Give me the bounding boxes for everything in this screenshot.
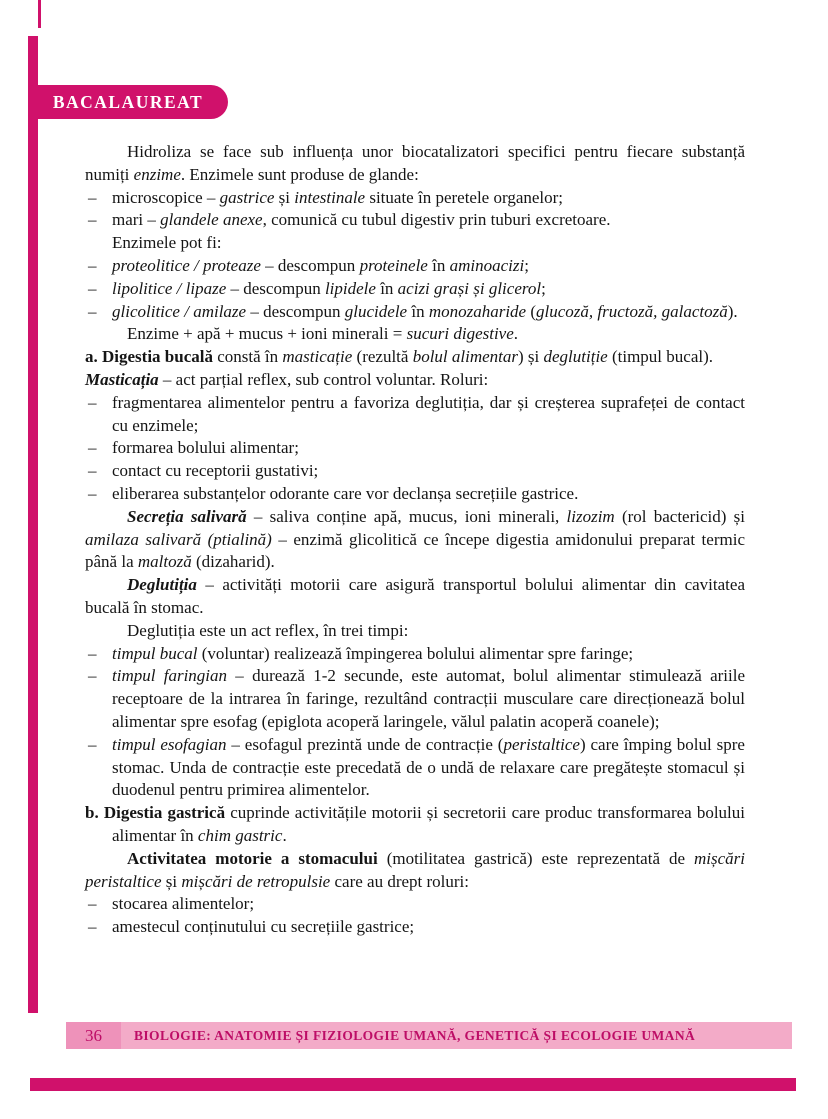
text-run: deglutiție [543,347,608,367]
text-run: bolul alimentar [412,347,518,367]
text-run: Enzime + apă + mucus + ioni minerali = [127,324,407,344]
text-run: b. Digestia gastrică [85,803,226,823]
list-item [85,255,745,278]
dash-marker: – [88,666,97,686]
text-run: enzime [133,164,181,184]
text-run: Deglutiția este un act reflex, în trei timpi: [127,620,409,640]
text-run: ). [727,301,738,321]
dash-marker: – [88,255,97,275]
text-run: lipolitice / lipaze [112,278,227,298]
list-item [85,278,745,301]
text-run: glandele anexe [160,210,263,230]
text-run: sucuri digestive [406,324,514,344]
text-run: lizozim [566,506,615,526]
text-run: ; [541,278,546,298]
footer-title: BIOLOGIE: ANATOMIE ȘI FIZIOLOGIE UMANĂ, GENETICĂ ȘI ECOLOGIE UMANĂ [134,1027,696,1043]
text-run: în [375,278,398,298]
text-run: lipidele [324,278,376,298]
dash-marker: – [88,392,97,412]
page-number: 36 [85,1025,102,1045]
text-run: constă în [212,347,283,367]
text-run: , comunică cu tubul digestiv prin tuburi excretoare. [262,210,611,230]
text-run: (dizaharid). [191,552,275,572]
text-run: timpul esofagian [112,734,227,754]
dash-marker: – [88,643,97,663]
text-run: – activități motorii care asigură transportul bolului alimentar din cavitatea bucală în stomac. [85,575,745,617]
text-run: masticație [282,347,353,367]
text-run: și [274,187,295,207]
left-accent-strip [28,36,38,1013]
list-item [85,209,745,232]
list-item [85,665,745,733]
text-run: gastrice [219,187,275,207]
dash-marker: – [88,301,97,321]
list-item [85,734,745,802]
text-run: Deglutiția [127,575,197,595]
footer-band [66,1022,792,1049]
text-run: contact cu receptorii gustativi; [112,461,319,481]
text-run: . [513,324,519,344]
text-run: glucidele [344,301,408,321]
page-content [85,141,745,939]
list-item [85,643,745,666]
list-item [85,392,745,438]
list-item [85,916,745,939]
text-run: – descompun [226,278,325,298]
text-run: amestecul conținutului cu secrețiile gastrice; [112,917,415,937]
page-number-box [66,1022,121,1049]
text-run: timpul bucal [112,643,198,663]
text-run: – durează 1-2 secunde, este automat, bolul alimentar stimulează ariile receptoare de la intrarea în faringe, rezultând contracții musculare care direcționează bolul alimentar spre esofag (epiglota acoperă laringele, vălul palatin acoperă coanele); [112,666,745,731]
text-run: Secreția salivară [127,506,247,526]
list-item [85,437,745,460]
paragraph [85,323,745,346]
badge-label: BACALAUREAT [52,91,204,112]
list-item [85,483,745,506]
text-run: mișcări de retropulsie [181,871,331,891]
text-run: Enzimele pot fi: [112,233,222,253]
paragraph [85,802,745,848]
text-run: eliberarea substanțelor odorante care vor declanșa secrețiile gastrice. [112,483,579,503]
text-run: Hidroliza se face sub influența unor biocatalizatori specifici pentru fiecare substanță numiți [85,142,745,184]
text-run: ) și [518,347,544,367]
text-run: – descompun [260,255,360,275]
text-run: monozaharide [428,301,527,321]
text-run: situate în peretele organelor; [365,187,564,207]
text-run: peristaltice [503,734,580,754]
text-run: proteolitice / proteaze [112,255,261,275]
paragraph [85,141,745,187]
dash-marker: – [88,438,97,458]
dash-marker: – [88,278,97,298]
text-run: ; [524,255,529,275]
text-run: cuprinde activitățile motorii și secretorii care produc transformarea bolului alimentar în [112,803,746,845]
text-run: stocarea alimentelor; [112,894,255,914]
text-run: glucoză, fructoză, galactoză [536,301,728,321]
paragraph [85,346,745,369]
bottom-accent-bar [30,1078,796,1091]
text-run: (voluntar) realizează împingerea bolului alimentar spre faringe; [197,643,634,663]
text-run: și [161,871,182,891]
dash-marker: – [88,210,97,230]
text-run: – saliva conține apă, mucus, ioni minerali, [246,506,567,526]
text-run: ) care împing bolul spre stomac. Unda de contracție este precedată de o undă de relaxare care pregătește stomacul și duodenul pentru primirea alimentelor. [112,734,745,800]
text-run: în [427,255,450,275]
text-run: ( [526,301,537,321]
text-run: formarea bolului alimentar; [112,438,299,458]
list-item [85,460,745,483]
text-run: amilaza salivară (ptialină) [85,529,272,549]
text-run: microscopice – [112,187,220,207]
paragraph [85,848,745,894]
list-item [85,187,745,210]
paragraph [85,620,745,643]
dash-marker: – [88,483,97,503]
text-run: glicolitice / amilaze [112,301,247,321]
text-run: acizi grași și glicerol [397,278,542,298]
text-run: (timpul bucal). [607,347,713,367]
paragraph [112,232,745,255]
dash-marker: – [88,187,97,207]
dash-marker: – [88,461,97,481]
text-run: – descompun [246,301,345,321]
text-run: (rezultă [352,347,413,367]
dash-marker: – [88,734,97,754]
text-run: . Enzimele sunt produse de glande: [180,164,419,184]
text-run: în [407,301,429,321]
text-run: (rol bactericid) și [614,506,745,526]
paragraph [85,506,745,574]
list-item [85,893,745,916]
text-run: aminoacizi [449,255,525,275]
text-run: – enzimă glicolitică ce începe digestia amidonului preparat termic până la [85,529,745,572]
paragraph [85,369,745,392]
text-run: Masticația [85,369,159,389]
text-run: mișcări peristaltice [85,848,745,891]
list-item [85,301,745,324]
text-run: intestinale [294,187,366,207]
text-run: (motilitatea gastrică) este reprezentată de [377,848,694,868]
text-run: chim gastric [197,825,283,845]
text-run: – esofagul prezintă unde de contracție ( [226,734,504,754]
text-run: maltoză [137,552,192,572]
paragraph [85,574,745,620]
text-run: fragmentarea alimentelor pentru a favoriza deglutiția, dar și creșterea suprafeței de contact cu enzimele; [112,392,745,435]
text-run: timpul faringian [112,666,228,686]
text-run: care au drept roluri: [330,871,469,891]
text-run: proteinele [359,255,428,275]
bacalaureat-badge [28,85,228,119]
dash-marker: – [88,894,97,914]
text-run: a. Digestia bucală [85,347,213,367]
text-run: Activitatea motorie a stomacului [127,848,378,868]
dash-marker: – [88,917,97,937]
text-run: – act parțial reflex, sub control voluntar. Roluri: [158,369,489,389]
text-run: mari – [112,210,161,230]
top-corner-mark [38,0,41,28]
text-run: . [282,825,287,845]
